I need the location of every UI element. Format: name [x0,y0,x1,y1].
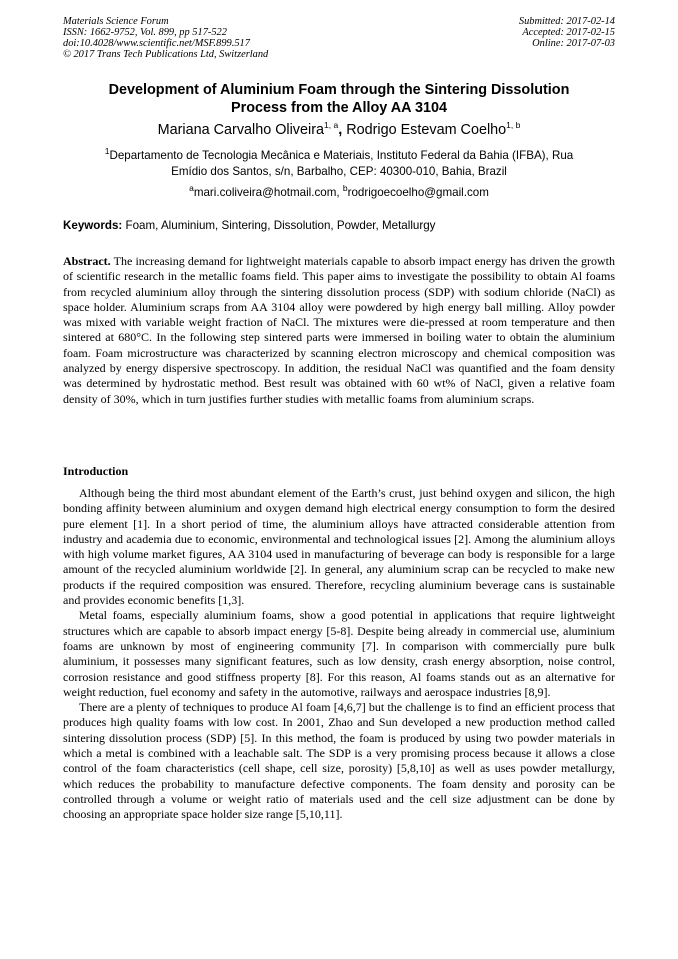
introduction-body [63,486,615,823]
keywords-text: Foam, Aluminium, Sintering, Dissolution, Powder, Metallurgy [122,219,436,232]
author-2-affiliation: 1, b [506,120,521,131]
title-line-1: Development of Aluminium Foam through the Sintering Dissolution [108,82,570,98]
paragraph: Although being the third most abundant element of the Earth’s crust, just behind oxygen and silicon, the high bonding affinity between aluminium and oxygen demand high electrical energy consumption to form the desired pure element [1]. In a short period of time, the aluminium alloys have attracted considerable attention from industry and academia due to economic, environmental and technological issues [2]. Among the aluminium alloys with high volume market figures, AA 3104 used in manufacturing of beverage can body is responsible for a large amount of the recycled aluminium worldwide [2]. In general, any aluminium scrap can be recycled to make new products if the required composition was ensured. Therefore, recycling aluminium beverage cans is sustainable and provides economic benefits [1,3]. [63,486,615,608]
affiliation-line-2: Emídio dos Santos, s/n, Barbalho, CEP: 40300-010, Bahia, Brazil [171,165,507,178]
affiliation [63,148,615,180]
paragraph: There are a plenty of techniques to produce Al foam [4,6,7] but the challenge is to find an efficient process that produces high quality foams with low cost. In 2001, Zhao and Sun developed a new production method called sintering dissolution process (SDP) [5]. In this method, the foam is produced by using two powder materials in which a metal is combined with a leachable salt. The SDP is a very promising process because it allows a close control of the foam characteristics (cell shape, cell size, porosity) [5,8,10] as well as uses powder metallurgy, which reduces the probability to manufacture defective components. The foam density and porosity can be controlled through a volume or weight ratio of materials used and the cell size adjustment can be done by choosing an appropriate space holder size range [5,10,11]. [63,700,615,822]
abstract [63,254,615,407]
author-separator: , [338,122,347,138]
email-a: mari.coliveira@hotmail.com [193,186,337,199]
paragraph: Metal foams, especially aluminium foams, show a good potential in applications that require lightweight structures which are capable to absorb impact energy [5-8]. Despite being already in commercial use, aluminium foams are unknown by most of engineering community [7]. In comparison with commercially pure bulk aluminium, it possesses many significant features, such as low density, crash energy absorption, noise control, corrosion resistance and good stiffness property [8]. For this reason, Al foams stands out as an alternative for weight reduction, fuel economy and safety in the automotive, railways and aerospace industries [8,9]. [63,608,615,699]
author-2: Rodrigo Estevam Coelho [346,122,507,138]
email-separator: , [336,186,343,199]
author-1-affiliation: 1, a [324,120,339,131]
title-line-2: Process from the Alloy AA 3104 [231,100,447,116]
abstract-label: Abstract. [63,254,111,268]
email-b: rodrigoecoelho@gmail.com [347,186,489,199]
keywords-label: Keywords: [63,219,123,232]
affiliation-marker: 1 [104,146,110,157]
online-date: Online: 2017-07-03 [532,38,615,49]
accepted-date: Accepted: 2017-02-15 [522,27,615,38]
author-emails [63,185,615,200]
email-marker-b: b [342,183,348,194]
issn-line: ISSN: 1662-9752, Vol. 899, pp 517-522 [63,27,227,38]
header-right [519,16,615,49]
submitted-date: Submitted: 2017-02-14 [518,16,615,27]
affiliation-line-1: Departamento de Tecnologia Mecânica e Materiais, Instituto Federal da Bahia (IFBA), Rua [109,149,574,162]
author-1: Mariana Carvalho Oliveira [157,122,324,138]
doi-line: doi:10.4028/www.scientific.net/MSF.899.517 [63,38,250,49]
copyright-line: © 2017 Trans Tech Publications Ltd, Switzerland [63,49,269,60]
author-list [63,121,615,139]
abstract-text: The increasing demand for lightweight materials capable to absorb impact energy has driven the growth of scientific research in the metallic foams field. This paper aims to investigate the possibility to obtain Al foams from recycled aluminium alloy through the sintering dissolution process (SDP) with sodium chloride (NaCl) as space holder. Aluminium scraps from AA 3104 alloy were powdered by high energy ball milling. Alloy powder was mixed with variable weight fraction of NaCl. The mixtures were die-pressed at room temperature and then sintered at 680°C. In the following step sintered parts were immersed in boiling water to obtain the aluminium foam. Foam microstructure was characterized by scanning electron microscopy and chemical composition was analyzed by energy dispersive spectroscopy. In addition, the residual NaCl was quantified and the foam density was determined by hydrostatic method. Best result was obtained with 60 wt% of NaCl, given a relative foam density of 30%, which in turn justifies further studies with metallic foams from aluminium scraps. [63,254,615,406]
paper-title [63,81,615,117]
section-heading-introduction: Introduction [63,464,129,478]
email-marker-a: a [189,183,194,194]
keywords [63,218,615,233]
header-left [63,16,268,60]
journal-name: Materials Science Forum [63,16,169,27]
